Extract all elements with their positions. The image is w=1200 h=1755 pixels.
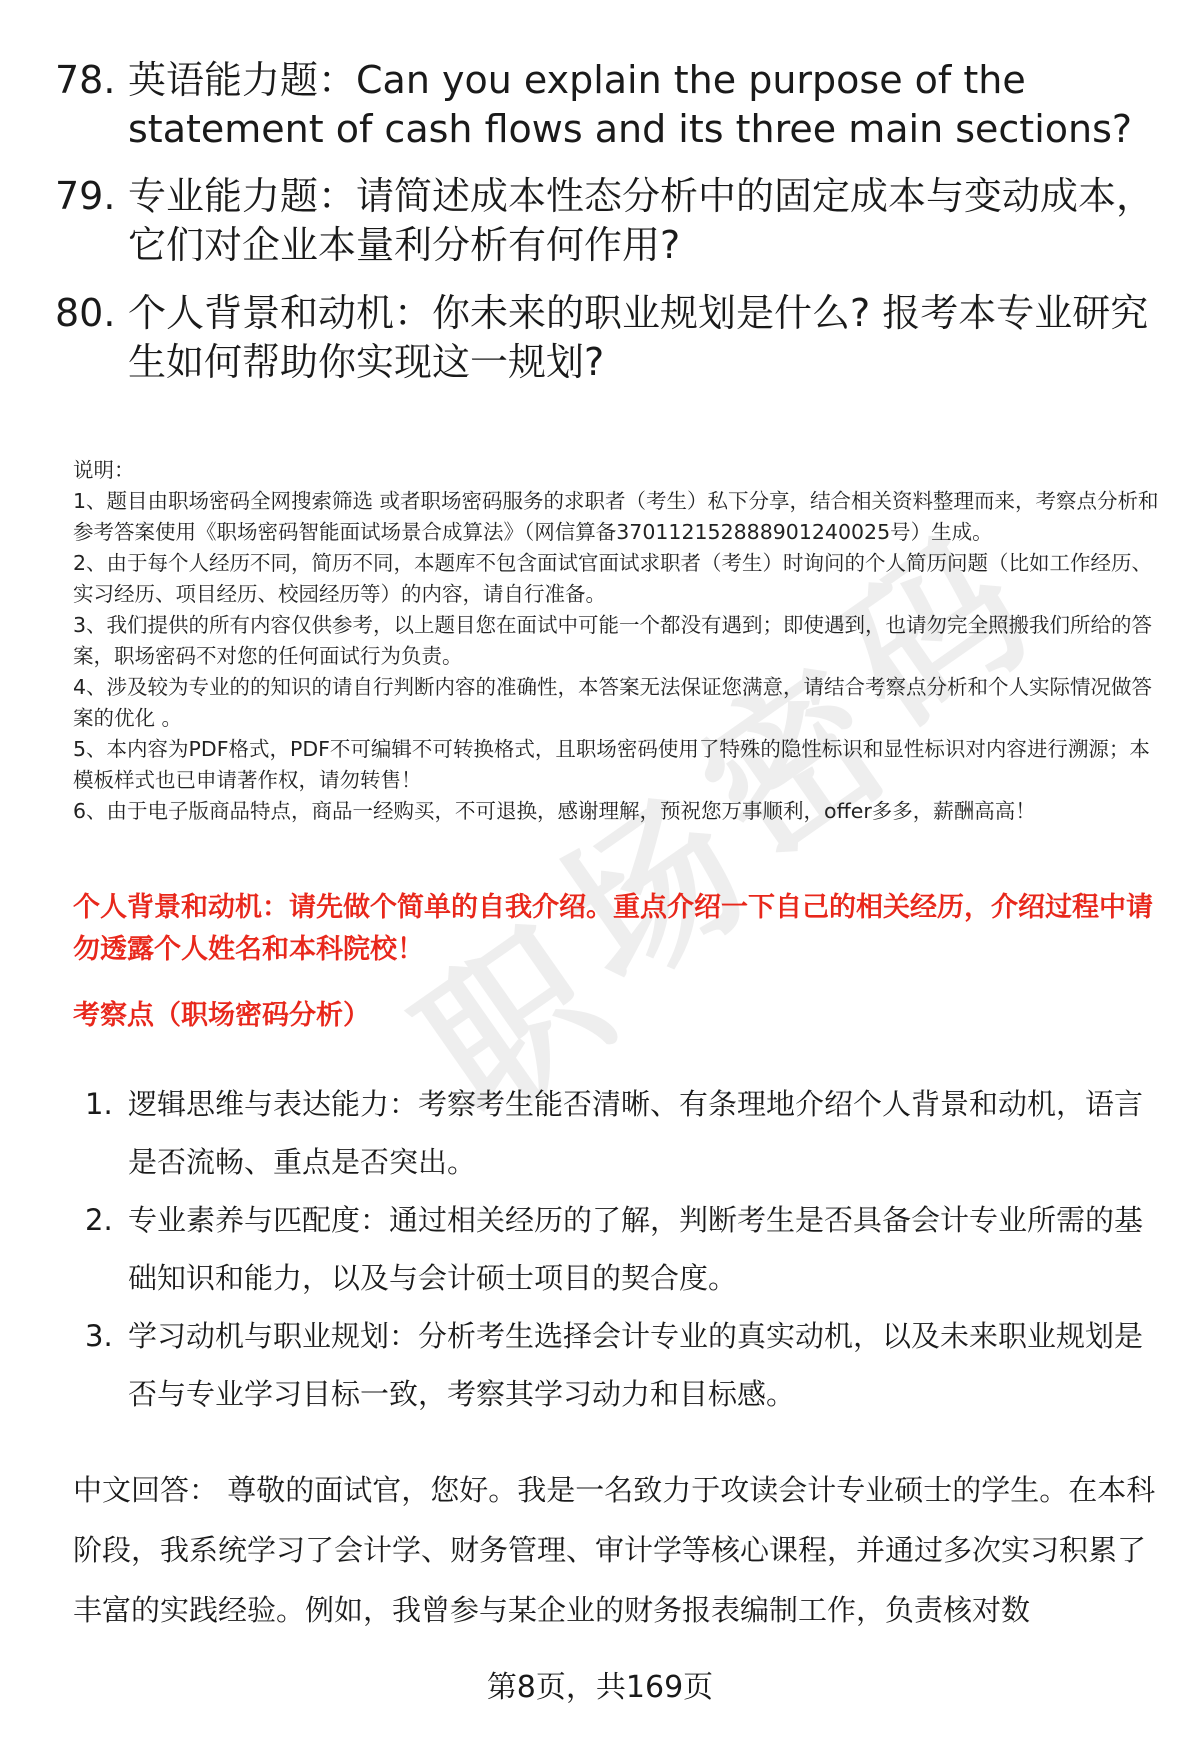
point-text: 逻辑思维与表达能力：考察考生能否清晰、有条理地介绍个人背景和动机，语言是否流畅、重点是否突出。	[128, 1087, 1144, 1179]
page-footer: 第8页，共169页	[486, 1670, 714, 1705]
note-item: 1、题目由职场密码全网搜索筛选 或者职场密码服务的求职者（考生）私下分享，结合相关资料整理而来，考察点分析和参考答案使用《职场密码智能面试场景合成算法》（网信算备370112152888901240025号）生成。	[73, 489, 1159, 544]
question-number: 80.	[55, 291, 116, 335]
analysis-points	[85, 1075, 1165, 1423]
current-question: 个人背景和动机：请先做个简单的自我介绍。重点介绍一下自己的相关经历，介绍过程中请勿透露个人姓名和本科院校！	[73, 892, 1153, 965]
point-number: 2.	[85, 1203, 113, 1237]
note-item: 6、由于电子版商品特点，商品一经购买，不可退换，感谢理解，预祝您万事顺利，offer多多，薪酬高高！	[73, 799, 1036, 823]
note-item: 4、涉及较为专业的的知识的请自行判断内容的准确性，本答案无法保证您满意，请结合考察点分析和个人实际情况做答案的优化 。	[73, 675, 1153, 730]
analysis-heading: 考察点（职场密码分析）	[73, 1000, 370, 1031]
analysis-point	[85, 1075, 1165, 1191]
question-text: 英语能力题：Can you explain the purpose of the statement of cash flows and its three main sections?	[128, 58, 1133, 151]
question-number: 78.	[55, 58, 116, 102]
watermark-char: 密	[667, 635, 921, 896]
note-item: 2、由于每个人经历不同，简历不同，本题库不包含面试官面试求职者（考生）时询问的个人简历问题（比如工作经历、实习经历、项目经历、校园经历等）的内容，请自行准备。	[73, 551, 1153, 606]
question-number: 79.	[55, 174, 116, 218]
question-text: 个人背景和动机：你未来的职业规划是什么? 报考本专业研究生如何帮助你实现这一规划?	[128, 291, 1149, 384]
watermark-char: 码	[807, 505, 1061, 766]
answer-text: 中文回答： 尊敬的面试官，您好。我是一名致力于攻读会计专业硕士的学生。在本科阶段，我系统学习了会计学、财务管理、审计学等核心课程，并通过多次实习积累了丰富的实践经验。例如，我曾参与某企业的财务报表编制工作，负责核对数	[73, 1473, 1156, 1627]
note-item: 3、我们提供的所有内容仅供参考，以上题目您在面试中可能一个都没有遇到；即使遇到，也请勿完全照搬我们所给的答案，职场密码不对您的任何面试行为负责。	[73, 613, 1153, 668]
point-number: 1.	[85, 1087, 113, 1121]
notes-title: 说明：	[73, 458, 135, 482]
watermark-char: 职	[387, 895, 641, 1156]
watermark-char: 场	[527, 765, 781, 1026]
analysis-point	[85, 1307, 1165, 1423]
question-text: 专业能力题：请简述成本性态分析中的固定成本与变动成本，它们对企业本量利分析有何作用?	[128, 174, 1155, 267]
question-78	[55, 56, 1155, 154]
question-80	[55, 289, 1155, 387]
notes-section	[73, 455, 1163, 827]
note-item: 5、本内容为PDF格式，PDF不可编辑不可转换格式，且职场密码使用了特殊的隐性标识和显性标识对内容进行溯源；本模板样式也已申请著作权，请勿转售！	[73, 737, 1150, 792]
analysis-point	[85, 1191, 1165, 1307]
question-79	[55, 172, 1155, 270]
point-text: 专业素养与匹配度：通过相关经历的了解，判断考生是否具备会计专业所需的基础知识和能力，以及与会计硕士项目的契合度。	[128, 1203, 1144, 1295]
point-number: 3.	[85, 1319, 113, 1353]
point-text: 学习动机与职业规划：分析考生选择会计专业的真实动机，以及未来职业规划是否与专业学习目标一致，考察其学习动力和目标感。	[128, 1319, 1144, 1411]
